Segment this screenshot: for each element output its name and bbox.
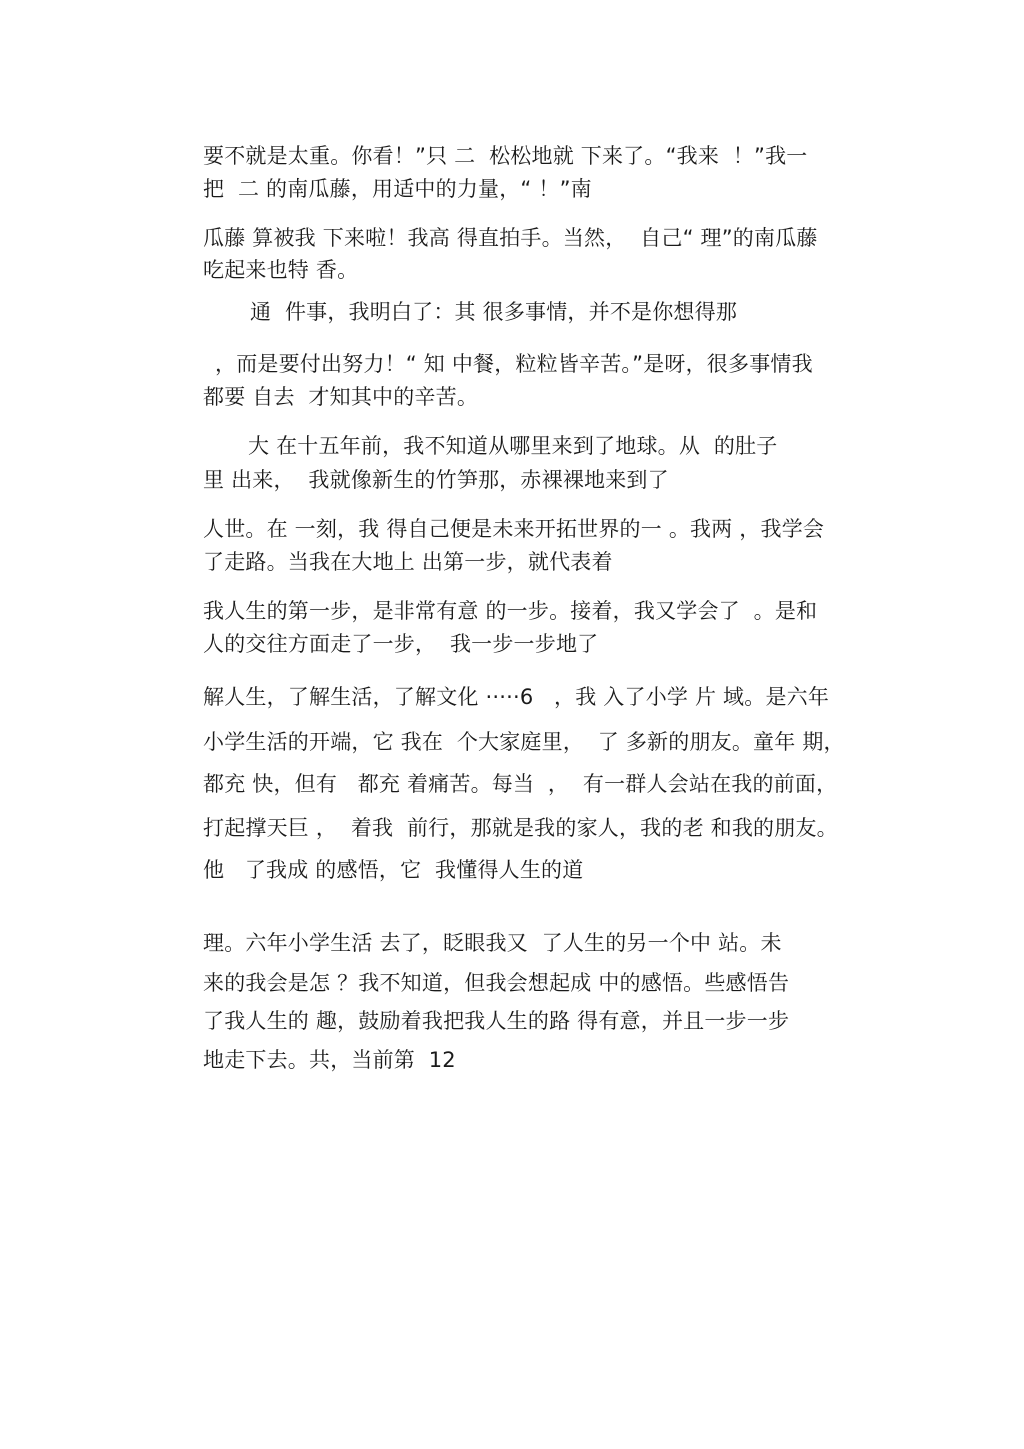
text-line: 人世。在 一刻，我 得自己便是未来开拓世界的一 。我两 ，我学会 — [203, 517, 825, 541]
text-line: 了走路。当我在大地上 出第一步，就代表着 — [203, 550, 613, 574]
text-line: 解人生，了解生活，了解文化 ·····6 ，我 入了小学 片 域。是六年 — [203, 685, 830, 709]
text-line: ，而是要付出努力！“ 知 中餐，粒粒皆辛苦。”是呀，很多事情我 — [215, 352, 813, 376]
text-line: 人的交往方面走了一步， 我一步一步地了 — [203, 632, 599, 656]
text-line: 他 了我成 的感悟，它 我懂得人生的道 — [203, 858, 584, 882]
text-line: 打起撑天巨 ， 着我 前行，那就是我的家人，我的老 和我的朋友。 — [203, 816, 838, 840]
text-line: 都要 自去 才知其中的辛苦。 — [203, 385, 479, 409]
text-line: 瓜藤 算被我 下来啦！我高 得直拍手。当然， 自己“ 理”的南瓜藤 — [203, 226, 818, 250]
text-line: 了我人生的 趣，鼓励着我把我人生的路 得有意，并且一步一步 — [203, 1009, 790, 1033]
text-line: 来的我会是怎 ？我不知道，但我会想起成 中的感悟。些感悟告 — [203, 971, 790, 995]
text-line: 要不就是太重。你看！”只 二 松松地就 下来了。“我来 ！”我一 — [203, 144, 808, 168]
text-line: 地走下去。共，当前第 12 — [203, 1048, 456, 1072]
text-line: 我人生的第一步，是非常有意 的一步。接着，我又学会了 。是和 — [203, 599, 818, 623]
text-line: 里 出来， 我就像新生的竹笋那，赤裸裸地来到了 — [203, 468, 669, 492]
text-line: 理。六年小学生活 去了，眨眼我又 了人生的另一个中 站。未 — [203, 931, 782, 955]
text-line: 吃起来也特 香。 — [203, 258, 359, 282]
text-line: 小学生活的开端，它 我在 个大家庭里， 了 多新的朋友。童年 期， — [203, 730, 845, 754]
text-line: 大 在十五年前，我不知道从哪里来到了地球。从 的肚子 — [248, 434, 778, 458]
text-line: 把 二 的南瓜藤，用适中的力量，“ ！”南 — [203, 177, 592, 201]
text-line: 通 件事，我明白了：其 很多事情，并不是你想得那 — [250, 300, 738, 324]
text-line: 都充 快，但有 都充 着痛苦。每当 ， 有一群人会站在我的前面， — [203, 772, 838, 796]
